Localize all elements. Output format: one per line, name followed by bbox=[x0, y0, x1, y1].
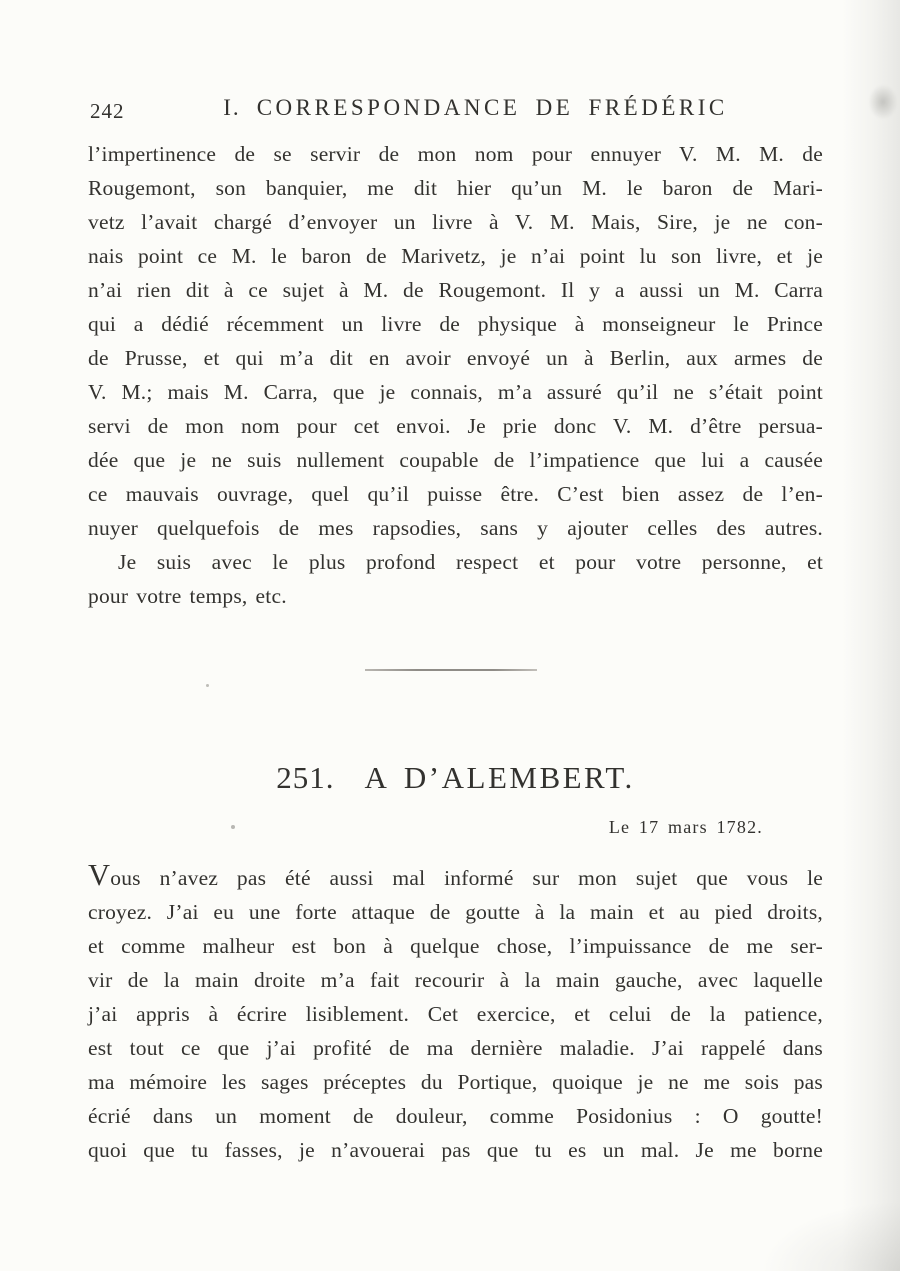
scan-smudge bbox=[868, 84, 898, 120]
letter-continuation bbox=[88, 137, 823, 613]
page-number: 242 bbox=[90, 99, 125, 123]
letter-number: 251. bbox=[276, 760, 335, 795]
text-line: vetz l’avait chargé d’envoyer un livre à V. M. Mais, Sire, je ne con- bbox=[88, 210, 823, 234]
text-line: Vous n’avez pas été aussi mal informé sur mon sujet que vous le bbox=[88, 858, 823, 892]
text-line: nuyer quelquefois de mes rapsodies, sans y ajouter celles des autres. bbox=[88, 516, 823, 540]
text-line: qui a dédié récemment un livre de physique à monseigneur le Prince bbox=[88, 312, 823, 336]
text-line: j’ai appris à écrire lisiblement. Cet exercice, et celui de la patience, bbox=[88, 1002, 823, 1026]
text-line: nais point ce M. le baron de Marivetz, je n’ai point lu son livre, et je bbox=[88, 244, 823, 268]
text-line: de Prusse, et qui m’a dit en avoir envoyé un à Berlin, aux armes de bbox=[88, 346, 823, 370]
scan-edge-shade bbox=[842, 0, 900, 1271]
section-divider-rule bbox=[365, 669, 537, 671]
letter-heading bbox=[88, 760, 823, 796]
scan-corner-shade bbox=[760, 1201, 900, 1271]
text-line: écrié dans un moment de douleur, comme Posidonius : O goutte! bbox=[88, 1104, 823, 1128]
section-numeral: I. bbox=[223, 95, 241, 120]
text-line: n’ai rien dit à ce sujet à M. de Rougemont. Il y a aussi un M. Carra bbox=[88, 278, 823, 302]
running-header-text: CORRESPONDANCE DE FRÉDÉRIC bbox=[256, 95, 728, 120]
letter-251-body bbox=[88, 858, 823, 1167]
text-line: dée que je ne suis nullement coupable de l’impatience que lui a causée bbox=[88, 448, 823, 472]
scan-speck bbox=[231, 825, 235, 829]
text-line: servi de mon nom pour cet envoi. Je prie donc V. M. d’être persua- bbox=[88, 414, 823, 438]
dateline: Le 17 mars 1782. bbox=[608, 817, 763, 837]
letter-continuation-body bbox=[88, 137, 823, 545]
text-line: vir de la main droite m’a fait recourir à la main gauche, avec laquelle bbox=[88, 968, 823, 992]
text-line: quoi que tu fasses, je n’avouerai pas que tu es un mal. Je me borne bbox=[88, 1138, 823, 1162]
text-line: Je suis avec le plus profond respect et pour votre personne, et bbox=[118, 550, 823, 574]
text-line: pour votre temps, etc. bbox=[88, 584, 287, 608]
running-header-title bbox=[148, 95, 803, 121]
text-line: est tout ce que j’ai profité de ma dernière maladie. J’ai rappelé dans bbox=[88, 1036, 823, 1060]
text-line: ce mauvais ouvrage, quel qu’il puisse être. C’est bien assez de l’en- bbox=[88, 482, 823, 506]
letter-continuation-closing bbox=[88, 545, 823, 613]
text-line: ma mémoire les sages préceptes du Portique, quoique je ne me sois pas bbox=[88, 1070, 823, 1094]
letter-title: A D’ALEMBERT. bbox=[364, 760, 635, 795]
text-line: V. M.; mais M. Carra, que je connais, m’a assuré qu’il ne s’était point bbox=[88, 380, 823, 404]
running-header bbox=[88, 95, 823, 127]
scan-speck bbox=[206, 684, 209, 687]
text-line: Rougemont, son banquier, me dit hier qu’un M. le baron de Mari- bbox=[88, 176, 823, 200]
text-line: croyez. J’ai eu une forte attaque de goutte à la main et au pied droits, bbox=[88, 900, 823, 924]
text-line: l’impertinence de se servir de mon nom pour ennuyer V. M. M. de bbox=[88, 142, 823, 166]
text-line: et comme malheur est bon à quelque chose, l’impuissance de me ser- bbox=[88, 934, 823, 958]
